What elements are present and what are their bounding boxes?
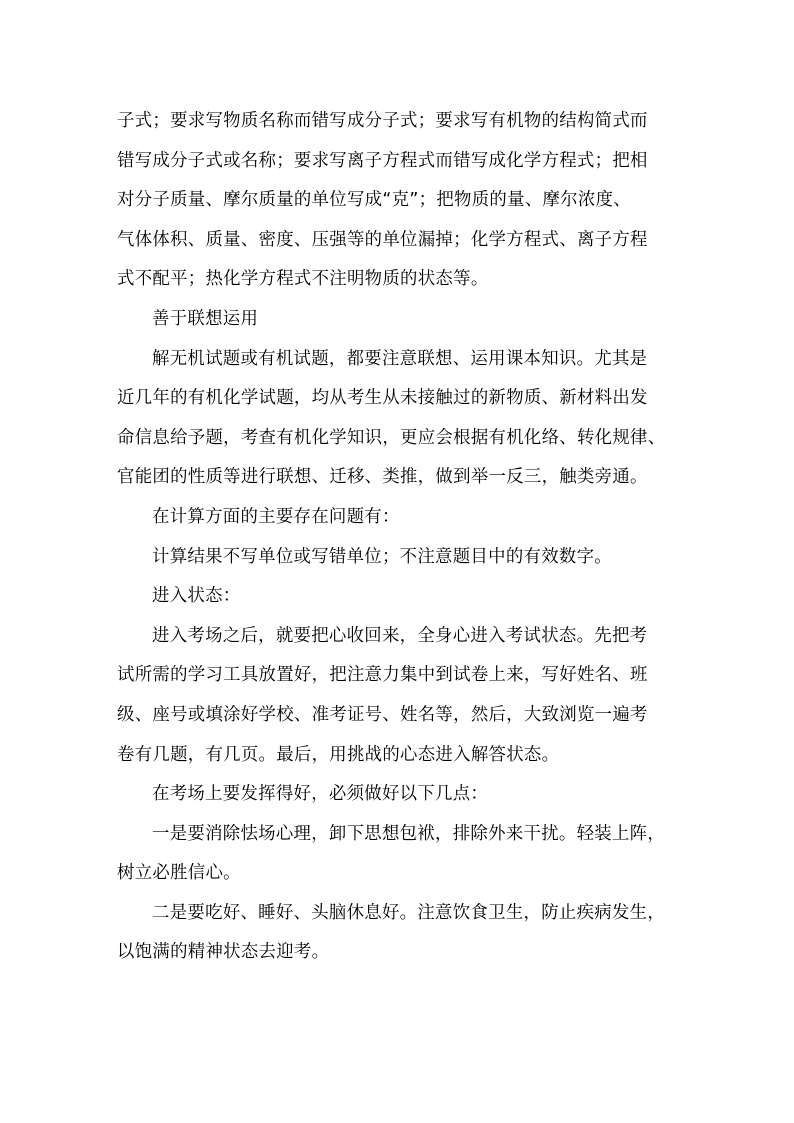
paragraph-enter-state	[117, 617, 689, 775]
text-line: 近几年的有机化学试题，均从考生从未接触过的新物质、新材料出发	[117, 388, 648, 409]
section-heading-enter-state	[117, 577, 689, 617]
text-line: 二是要吃好、睡好、头脑休息好。注意饮食卫生，防止疾病发生，	[152, 902, 666, 923]
section-heading-exam-points	[117, 775, 689, 815]
text-line: 在计算方面的主要存在问题有：	[152, 506, 400, 527]
text-line: 在考场上要发挥得好，必须做好以下几点：	[152, 784, 489, 805]
text-line: 式不配平；热化学方程式不注明物质的状态等。	[117, 269, 489, 290]
paragraph-point-one	[117, 815, 689, 894]
paragraph-common-errors	[117, 102, 689, 300]
document-body	[117, 102, 689, 973]
text-line: 善于联想运用	[152, 308, 259, 329]
text-line: 进入状态：	[152, 586, 241, 607]
text-line: 树立必胜信心。	[117, 863, 241, 884]
text-line: 官能团的性质等进行联想、迁移、类推，做到举一反三，触类旁通。	[117, 467, 648, 488]
text-line: 对分子质量、摩尔质量的单位写成“克”；把物质的量、摩尔浓度、	[117, 190, 631, 211]
text-line: 解无机试题或有机试题，都要注意联想、运用课本知识。尤其是	[152, 348, 648, 369]
section-heading-association	[117, 300, 689, 340]
section-heading-calculation	[117, 498, 689, 538]
text-line: 试所需的学习工具放置好，把注意力集中到试卷上来，写好姓名、班	[117, 665, 648, 686]
text-line: 气体体积、质量、密度、压强等的单位漏掉；化学方程式、离子方程	[117, 229, 648, 250]
text-line: 以饱满的精神状态去迎考。	[117, 942, 330, 963]
text-line: 命信息给予题，考查有机化学知识，更应会根据有机化络、转化规律、	[117, 427, 666, 448]
text-line: 计算结果不写单位或写错单位；不注意题目中的有效数字。	[152, 546, 612, 567]
text-line: 子式；要求写物质名称而错写成分子式；要求写有机物的结构简式而	[117, 111, 648, 131]
paragraph-point-two	[117, 894, 689, 973]
text-line: 卷有几题，有几页。最后，用挑战的心态进入解答状态。	[117, 744, 560, 765]
paragraph-calculation	[117, 538, 689, 578]
text-line: 级、座号或填涂好学校、准考证号、姓名等，然后，大致浏览一遍考	[117, 704, 648, 725]
text-line: 错写成分子式或名称；要求写离子方程式而错写成化学方程式；把相	[117, 150, 648, 171]
text-line: 一是要消除怯场心理，卸下思想包袱，排除外来干扰。轻装上阵，	[152, 823, 666, 844]
text-line: 进入考场之后，就要把心收回来，全身心进入考试状态。先把考	[152, 625, 648, 646]
paragraph-association	[117, 340, 689, 498]
